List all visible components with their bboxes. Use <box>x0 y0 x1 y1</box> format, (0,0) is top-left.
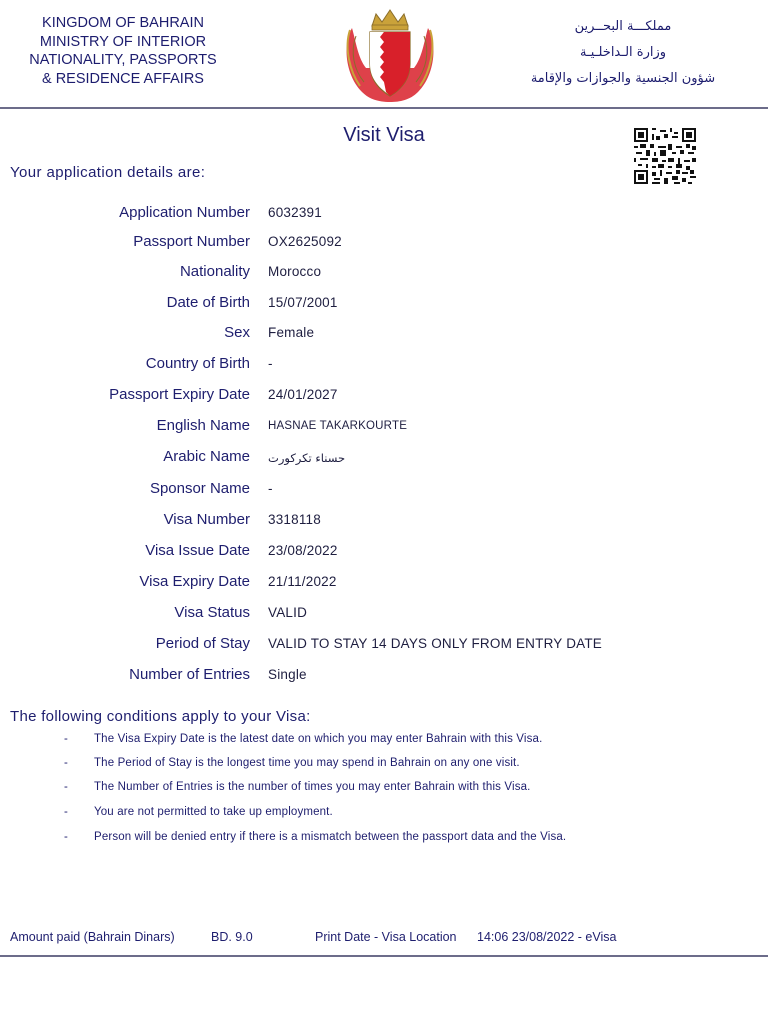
print-date-value: 14:06 23/08/2022 - eVisa <box>477 930 617 944</box>
condition-text: The Visa Expiry Date is the latest date on which you may enter Bahrain with this Visa. <box>94 733 543 745</box>
detail-value: HASNAE TAKARKOURTE <box>268 420 408 432</box>
detail-row-date-of-birth <box>0 294 768 316</box>
detail-value: OX2625092 <box>268 234 342 249</box>
bullet-dash: - <box>64 831 68 843</box>
detail-label: Sponsor Name <box>149 480 250 497</box>
detail-row-period-of-stay <box>0 635 768 657</box>
detail-value: 23/08/2022 <box>268 543 338 558</box>
document-header <box>0 0 768 108</box>
detail-value: Single <box>268 667 307 682</box>
header-arabic-line-3: شؤون الجنسية والجوازات والإقامة <box>530 71 716 86</box>
header-line-1: KINGDOM OF BAHRAIN <box>42 15 204 31</box>
detail-row-visa-number <box>0 511 768 533</box>
conditions-heading: The following conditions apply to your Visa: <box>10 708 311 725</box>
detail-value: - <box>268 356 273 371</box>
header-line-4: & RESIDENCE AFFAIRS <box>42 70 204 87</box>
detail-label: Number of Entries <box>129 666 250 683</box>
header-arabic-line-1: مملكـــة البحــرين <box>574 19 672 34</box>
detail-row-passport-number <box>0 233 768 255</box>
detail-row-arabic-name <box>0 448 768 470</box>
header-divider <box>0 107 768 109</box>
detail-value: 6032391 <box>268 205 322 220</box>
detail-row-visa-issue-date <box>0 542 768 564</box>
detail-value: Female <box>268 325 315 340</box>
detail-label: Application Number <box>119 204 250 221</box>
detail-row-nationality <box>0 263 768 285</box>
detail-value: 21/11/2022 <box>268 574 337 589</box>
detail-label: Country of Birth <box>145 355 250 372</box>
detail-value: حسناء تكركورت <box>268 451 346 465</box>
detail-row-visa-status <box>0 604 768 626</box>
header-line-2: MINISTRY OF INTERIOR <box>39 33 207 50</box>
detail-row-passport-expiry-date <box>0 386 768 408</box>
detail-value: - <box>268 481 273 496</box>
detail-row-sex <box>0 324 768 346</box>
condition-text: The Number of Entries is the number of times you may enter Bahrain with this Visa. <box>94 781 531 793</box>
detail-value: VALID <box>268 605 308 620</box>
condition-text: Person will be denied entry if there is a mismatch between the passport data and the Visa. <box>94 831 567 843</box>
detail-label: Nationality <box>179 263 250 280</box>
condition-item <box>0 733 768 751</box>
condition-item <box>0 781 768 799</box>
detail-label: Visa Expiry Date <box>139 573 250 590</box>
detail-row-sponsor-name <box>0 480 768 502</box>
condition-item <box>0 806 768 824</box>
footer-divider <box>0 955 768 957</box>
detail-value: 3318118 <box>268 512 321 527</box>
detail-value: Morocco <box>268 264 322 279</box>
detail-label: Passport Expiry Date <box>109 386 250 403</box>
amount-paid-label: Amount paid (Bahrain Dinars) <box>10 930 175 944</box>
detail-row-english-name <box>0 417 768 439</box>
detail-label: Period of Stay <box>155 635 250 652</box>
detail-label: Visa Status <box>174 604 250 621</box>
detail-row-number-of-entries <box>0 666 768 688</box>
header-english-block <box>10 14 236 88</box>
detail-row-country-of-birth <box>0 355 768 377</box>
detail-row-visa-expiry-date <box>0 573 768 595</box>
detail-label: Date of Birth <box>166 294 250 311</box>
bullet-dash: - <box>64 757 68 769</box>
detail-value: 24/01/2027 <box>268 387 338 402</box>
detail-label: Arabic Name <box>163 448 250 465</box>
document-footer <box>0 930 768 950</box>
detail-label: Passport Number <box>133 233 250 250</box>
page-title: Visit Visa <box>343 124 425 146</box>
detail-label: Visa Number <box>163 511 250 528</box>
condition-text: The Period of Stay is the longest time you may spend in Bahrain on any one visit. <box>94 757 520 769</box>
condition-text: You are not permitted to take up employment. <box>94 806 333 818</box>
detail-label: English Name <box>156 417 250 434</box>
condition-item <box>0 757 768 775</box>
header-line-3: NATIONALITY, PASSPORTS <box>29 52 217 68</box>
application-intro: Your application details are: <box>10 164 206 181</box>
amount-paid-value: BD. 9.0 <box>211 930 253 944</box>
header-arabic-block <box>520 14 726 92</box>
print-date-label: Print Date - Visa Location <box>315 930 457 944</box>
bullet-dash: - <box>64 733 68 745</box>
header-arabic-line-2: وزارة الـداخلـيـة <box>579 45 667 60</box>
bullet-dash: - <box>64 781 68 793</box>
condition-item <box>0 831 768 849</box>
qr-code-icon[interactable] <box>634 128 696 184</box>
detail-row-application-number <box>0 204 768 226</box>
bullet-dash: - <box>64 806 68 818</box>
detail-label: Visa Issue Date <box>145 542 250 559</box>
bahrain-coat-of-arms-icon <box>340 6 440 104</box>
detail-value: 15/07/2001 <box>268 295 338 310</box>
detail-value: VALID TO STAY 14 DAYS ONLY FROM ENTRY DATE <box>268 636 602 651</box>
detail-label: Sex <box>224 324 250 341</box>
